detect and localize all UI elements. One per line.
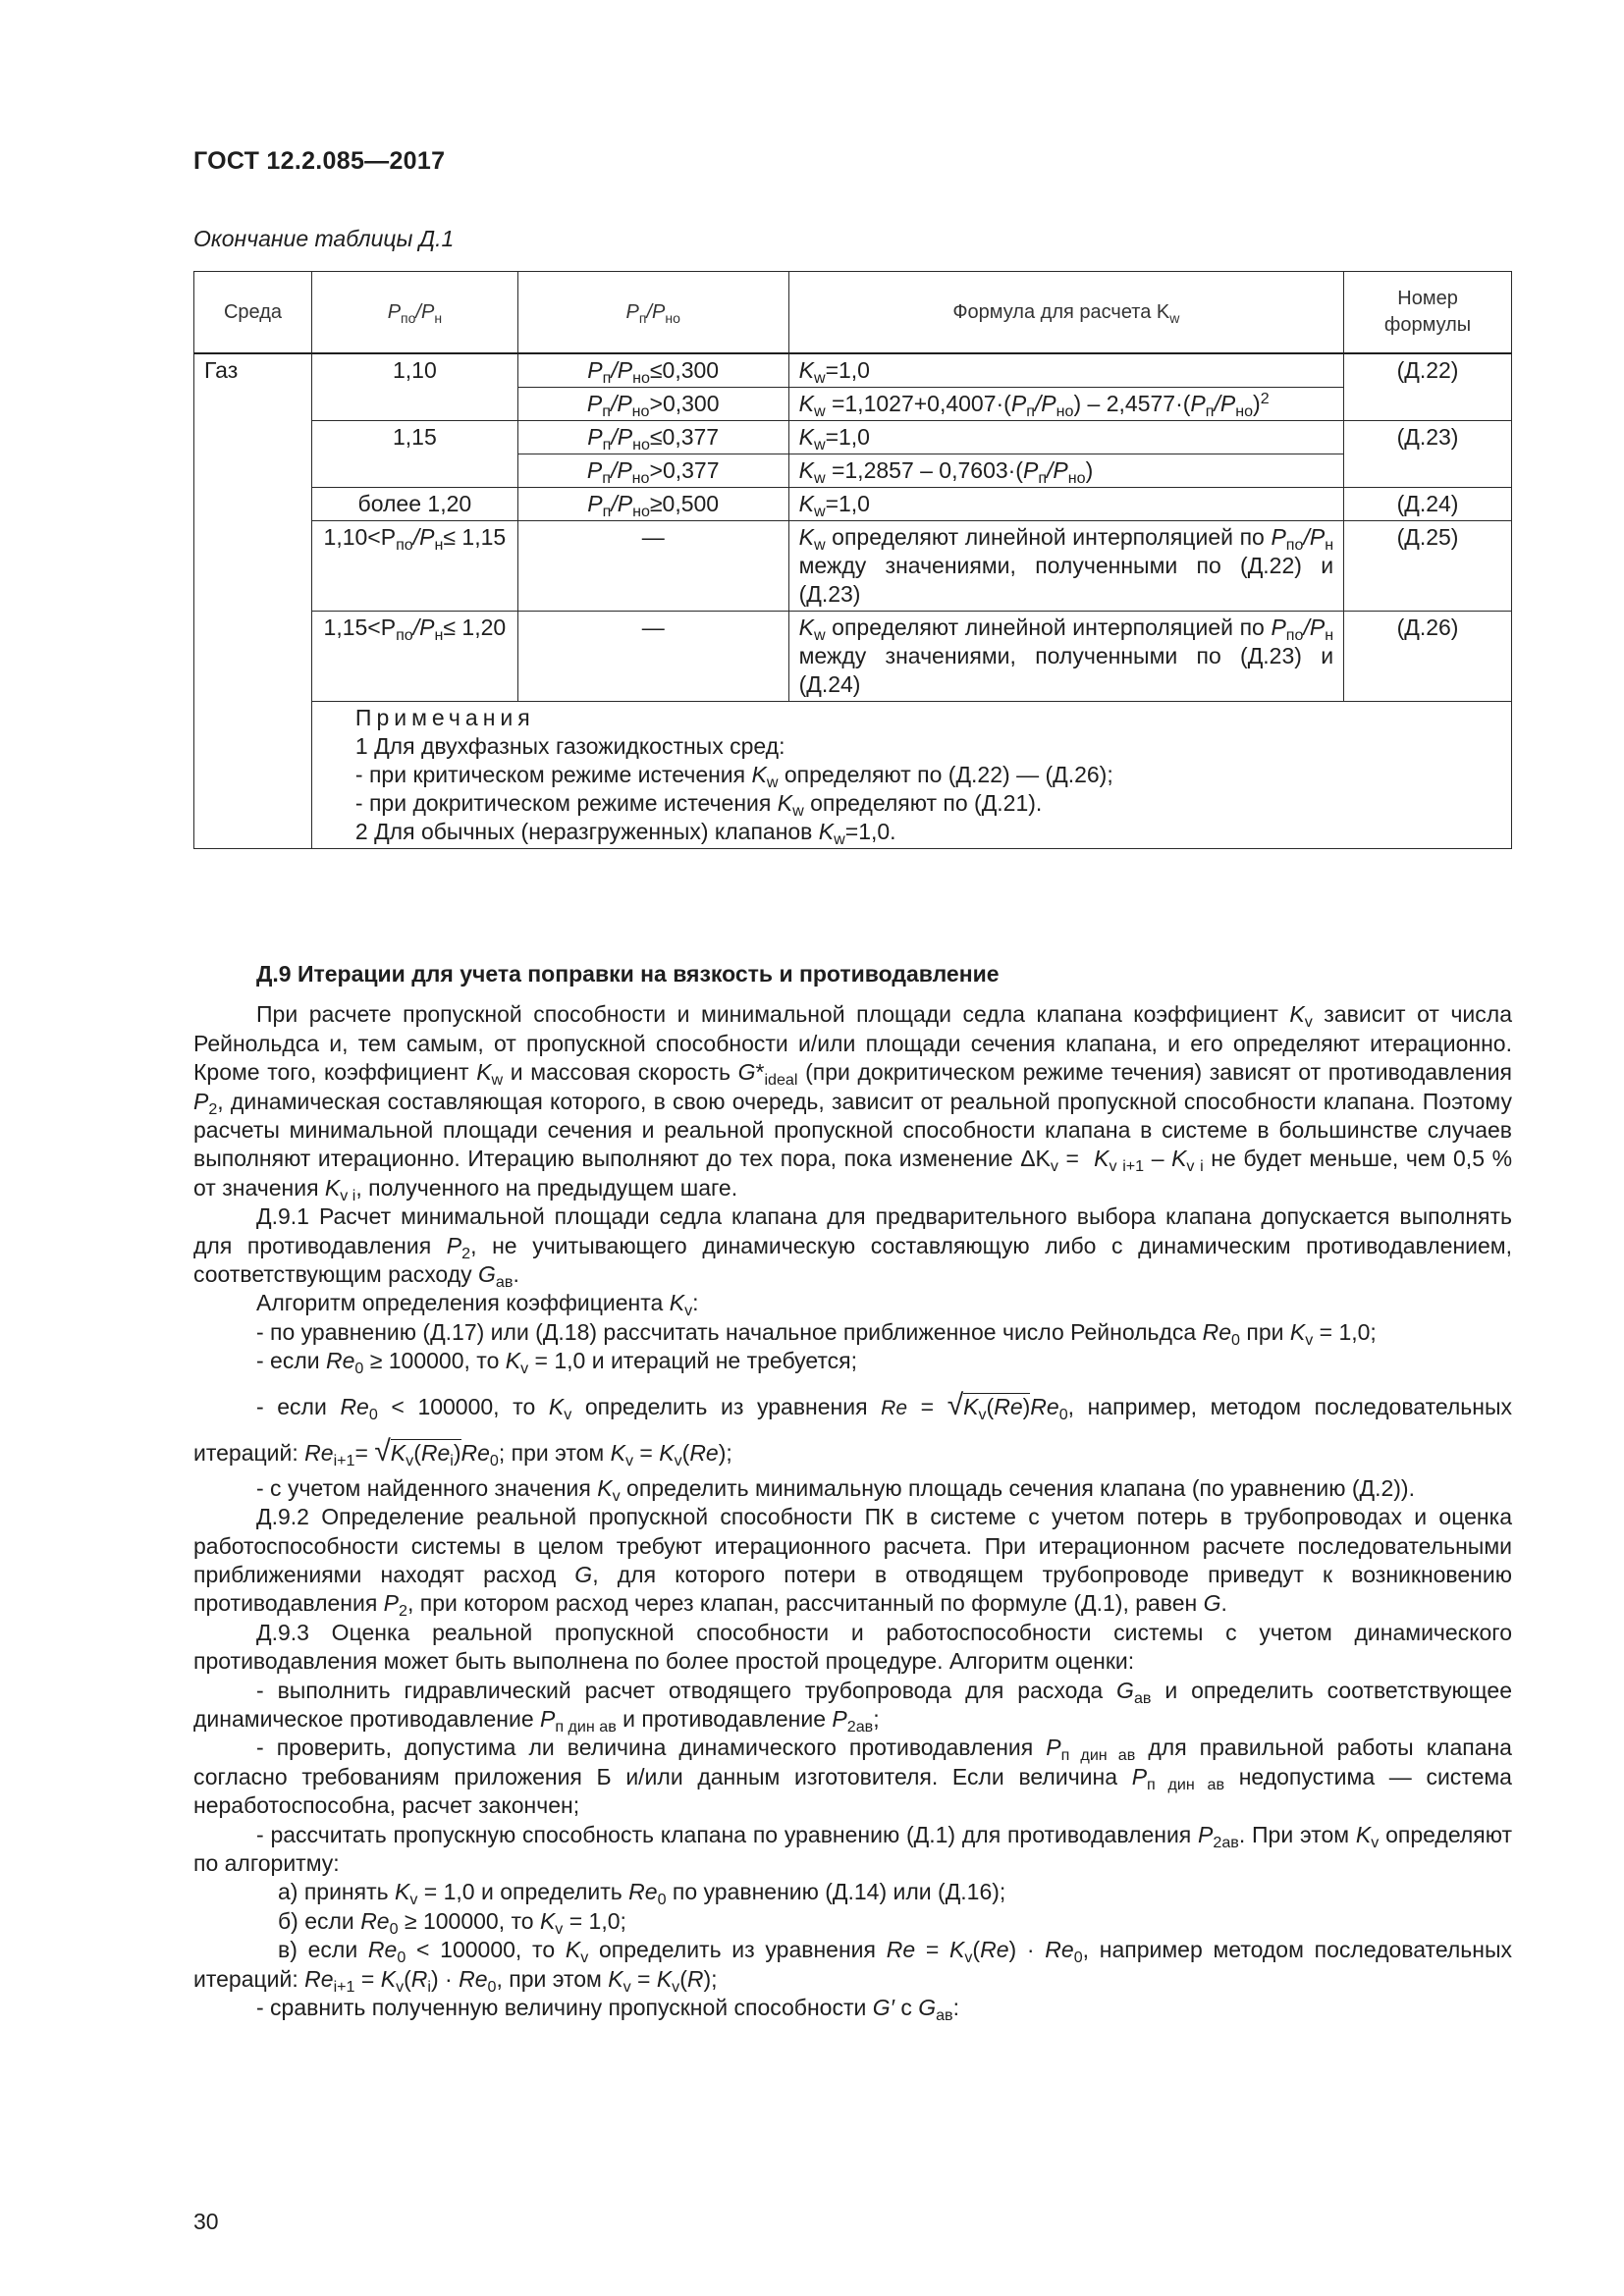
list-item: - проверить, допустима ли величина динамического противодавления $P_{п дин ав}$ для правильной работы клапана согласно требованиям приложения Б и/или данным изготовителя. Если величина $P_{п дин ав}$ недопустима — система неработоспособна, расчет закончен; — [193, 1735, 1512, 1819]
list-item: - рассчитать пропускную способность клапана по уравнению (Д.1) для противодавления $P_{2ав}$. При этом $K_v$ определяют по алгоритму: — [193, 1821, 1512, 1876]
section-heading: Д.9 Итерации для учета поправки на вязкость и противодавление — [256, 961, 1000, 987]
list-item: - выполнить гидравлический расчет отводящего трубопровода для расхода $G_{ав}$ и определить соответствующее динамическое противодавление $P_{п дин ав}$ и противодавление $P_{2ав}$; — [193, 1677, 1512, 1735]
formula-number-cell: (Д.23) — [1344, 421, 1512, 488]
table-header-row — [194, 272, 1512, 354]
note-1a: - при критическом режиме истечения $K_w$ определяют по (Д.22) — (Д.26); — [354, 762, 1113, 791]
paragraph: Д.9.1 Расчет минимальной площади седла клапана для предварительного выбора клапана допускается выполнять для противодавления $P_2$, не учитывающего динамическую составляющую либо с динамическим противодавлением, соответствующим расходу $G_{ав}$. — [193, 1203, 1512, 1292]
formula-number-cell: (Д.22) — [1344, 353, 1512, 421]
formula-cell: $K_w =1,1027+0,4007\cdot(P_п/P_{но}) - 2,4577\cdot(P_п/P_{но})^2$ — [788, 388, 1343, 421]
data-table — [193, 271, 1512, 849]
ratio-cell: $1,15<P_{по}/P_н\le 1,20$ — [311, 612, 517, 702]
paragraph: Алгоритм определения коэффициента $K_v$: — [256, 1290, 699, 1320]
condition-cell: $P_п/P_{но}\le 0,300$ — [517, 353, 788, 388]
section-d9 — [193, 960, 1512, 2022]
formula-number-cell: (Д.25) — [1344, 521, 1512, 612]
standard-header: ГОСТ 12.2.085—2017 — [193, 147, 446, 175]
formula-cell: $K_w =1,2857 - 0,7603\cdot(P_п/P_{но})$ — [788, 454, 1343, 488]
col-formula-number: Номер формулы — [1344, 272, 1512, 354]
note-2: 2 Для обычных (неразгруженных) клапанов $K_w=1,0$. — [354, 819, 896, 848]
paragraph: При расчете пропускной способности и минимальной площади седла клапана коэффициент $K_v$ зависит от числа Рейнольдса и, тем самым, от пропускной способности и/или площади сечения клапана, и его определяют итерационно. Кроме того, коэффициент $K_w$ и массовая скорость $G*_{ideal}$ (при докритическом режиме течения) зависят от противодавления $P_2$, динамическая составляющая которого, в свою очередь, зависит от реальной пропускной способности клапана. Поэтому расчеты минимальной площади сечения и реальной пропускной способности клапана в системе в большинстве случаев выполняют итерационно. Итерацию выполняют до тех пора, пока изменение $\Delta K_v = K_{v i+1} - K_{v i}$ не будет меньше, чем 0,5 % от значения $K_{v i}$, полученного на предыдущем шаге. — [193, 1001, 1513, 1204]
list-item: - если $Re_0 \ge 100000$, то $K_v = 1,0$ и итераций не требуется; — [256, 1348, 858, 1378]
ratio-cell: более 1,20 — [311, 488, 517, 521]
condition-cell: $P_п/P_{но}>0,300$ — [517, 388, 788, 421]
notes-row — [194, 702, 1512, 849]
table-row — [194, 353, 1512, 388]
formula-cell: $K_w=1,0$ — [788, 421, 1343, 454]
table-row — [194, 421, 1512, 454]
table-row — [194, 521, 1512, 612]
condition-cell: $P_п/P_{но}\le 0,377$ — [517, 421, 788, 454]
condition-cell: — — [517, 521, 788, 612]
list-item: б) если $Re_0 \ge 100000$, то $K_v = 1,0$; — [278, 1907, 626, 1938]
col-ratio-po-n: $P_{по}/P_н$ — [311, 272, 517, 354]
condition-cell: — — [517, 612, 788, 702]
list-item: - по уравнению (Д.17) или (Д.18) рассчитать начальное приближенное число Рейнольдса $Re_0$ при $K_v = 1,0$; — [256, 1318, 1377, 1349]
condition-cell: $P_п/P_{но}>0,377$ — [517, 454, 788, 488]
formula-cell: $K_w=1,0$ — [788, 488, 1343, 521]
list-item: а) принять $K_v = 1,0$ и определить $Re_0$ по уравнению (Д.14) или (Д.16); — [278, 1879, 1006, 1909]
medium-cell: Газ — [194, 353, 312, 849]
paragraph: Д.9.2 Определение реальной пропускной способности ПК в системе с учетом потерь в трубопроводах и оценка работоспособности системы в целом требуют итерационного расчета. При итерационном расчете последовательными приближениями находят расход G, для которого потери в отводящем трубопроводе приведут к возникновению противодавления $P_2$, при котором расход через клапан, рассчитанный по формуле (Д.1), равен G. — [193, 1504, 1512, 1621]
note-1: 1 Для двухфазных газожидкостных сред: — [354, 733, 785, 759]
formula-cell: $K_w=1,0$ — [788, 353, 1343, 388]
formula-cell: $K_w$ определяют линейной интерполяцией по $P_{по}/P_н$ между значениями, полученными по (Д.22) и (Д.23) — [788, 521, 1343, 612]
notes-cell — [311, 702, 1511, 849]
formula-number-cell: (Д.24) — [1344, 488, 1512, 521]
formula-number-cell: (Д.26) — [1344, 612, 1512, 702]
table-row — [194, 612, 1512, 702]
ratio-cell: $1,10<P_{по}/P_н\le 1,15$ — [311, 521, 517, 612]
list-item: - сравнить полученную величину пропускной способности G′ с $G_{ав}$: — [256, 1995, 960, 2024]
note-1b: - при докритическом режиме истечения $K_w$ определяют по (Д.21). — [354, 790, 1043, 820]
col-formula: Формула для расчета $K_w$ — [788, 272, 1343, 354]
condition-cell: $P_п/P_{но}\ge 0,500$ — [517, 488, 788, 521]
paragraph: Д.9.3 Оценка реальной пропускной способности и работоспособности системы с учетом динамического противодавления может быть выполнена по более простой процедуре. Алгоритм оценки: — [193, 1619, 1512, 1675]
ratio-cell: 1,15 — [311, 421, 517, 488]
col-ratio-p-no: $P_п/P_{но}$ — [517, 272, 788, 354]
list-item: - если $Re_0 < 100000$, то $K_v$ определить из уравнения $Re = √K_v(Re)Re_0$, например, методом последовательных итераций: $Re_{i+1}= √K_v(Re_i)Re_0$; при этом $K_v = K_v(Re)$; — [193, 1388, 1513, 1469]
table-caption: Окончание таблицы Д.1 — [193, 226, 455, 251]
list-item: в) если $Re_0 < 100000$, то $K_v$ определить из уравнения $Re = K_v(Re) \cdot Re_0$, например методом последовательных итераций: $Re_{i+1} = K_v(R_i) \cdot Re_0$, при этом $K_v = K_v(R)$; — [193, 1937, 1512, 1996]
col-medium: Среда — [194, 272, 312, 354]
page-number: 30 — [193, 2209, 219, 2234]
list-item: - с учетом найденного значения $K_v$ определить минимальную площадь сечения клапана (по уравнению (Д.2)). — [256, 1474, 1415, 1505]
ratio-cell: 1,10 — [311, 353, 517, 421]
table-row — [194, 488, 1512, 521]
notes-title: Примечания — [354, 705, 535, 730]
formula-cell: $K_w$ определяют линейной интерполяцией по $P_{по}/P_н$ между значениями, полученными по (Д.23) и (Д.24) — [788, 612, 1343, 702]
